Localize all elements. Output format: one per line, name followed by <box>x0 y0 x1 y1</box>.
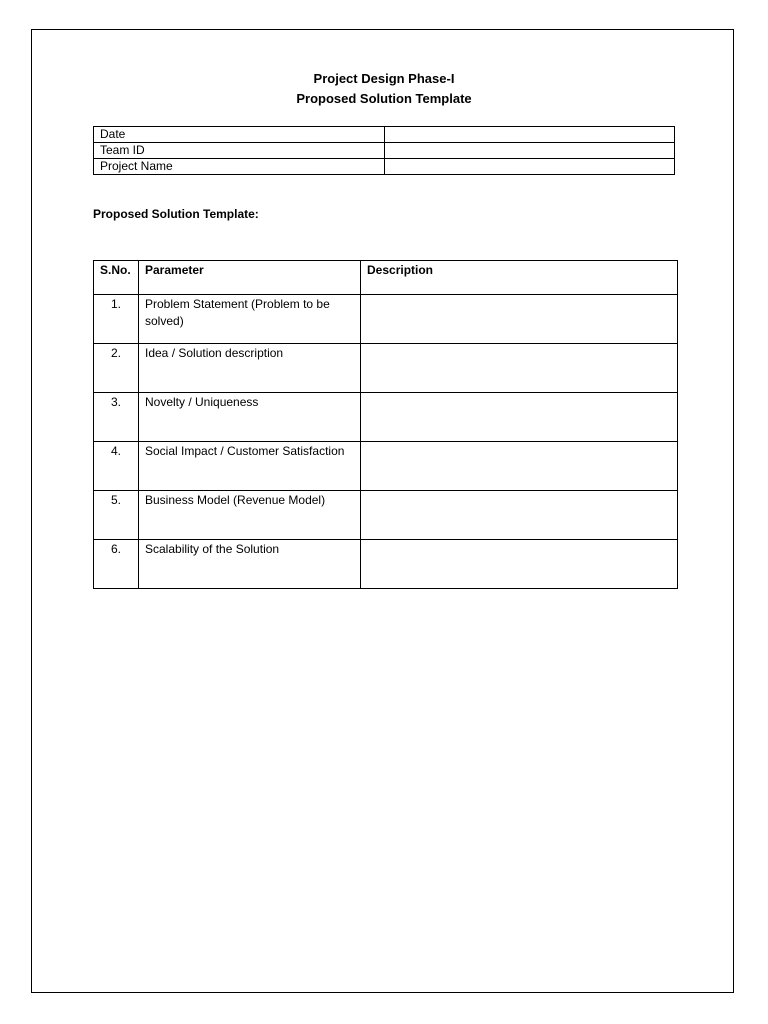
row-description[interactable] <box>361 442 678 491</box>
proposed-solution-table <box>93 260 678 589</box>
header-parameter: Parameter <box>139 261 361 295</box>
table-row <box>94 491 678 540</box>
row-parameter: Scalability of the Solution <box>139 540 361 589</box>
row-description[interactable] <box>361 344 678 393</box>
row-description[interactable] <box>361 295 678 344</box>
info-row-date <box>94 127 675 143</box>
table-row <box>94 295 678 344</box>
document-title: Project Design Phase-I <box>313 71 455 86</box>
row-parameter: Idea / Solution description <box>139 344 361 393</box>
row-parameter: Social Impact / Customer Satisfaction <box>139 442 361 491</box>
team-id-label: Team ID <box>94 143 385 159</box>
date-value[interactable] <box>385 127 675 143</box>
table-row <box>94 393 678 442</box>
table-row <box>94 442 678 491</box>
date-label: Date <box>94 127 385 143</box>
row-parameter: Problem Statement (Problem to be solved) <box>139 295 361 344</box>
team-id-value[interactable] <box>385 143 675 159</box>
row-sno: 3. <box>94 393 139 442</box>
row-description[interactable] <box>361 540 678 589</box>
header-sno: S.No. <box>94 261 139 295</box>
row-parameter: Business Model (Revenue Model) <box>139 491 361 540</box>
project-info-table <box>93 126 675 175</box>
table-row <box>94 344 678 393</box>
document-subtitle: Proposed Solution Template <box>296 91 472 106</box>
row-sno: 1. <box>94 295 139 344</box>
row-sno: 5. <box>94 491 139 540</box>
table-row <box>94 540 678 589</box>
section-heading: Proposed Solution Template: <box>93 207 259 221</box>
row-sno: 6. <box>94 540 139 589</box>
table-header-row <box>94 261 678 295</box>
row-parameter: Novelty / Uniqueness <box>139 393 361 442</box>
project-name-label: Project Name <box>94 159 385 175</box>
row-description[interactable] <box>361 491 678 540</box>
row-sno: 4. <box>94 442 139 491</box>
project-name-value[interactable] <box>385 159 675 175</box>
info-row-project-name <box>94 159 675 175</box>
header-description: Description <box>361 261 678 295</box>
info-row-team-id <box>94 143 675 159</box>
row-description[interactable] <box>361 393 678 442</box>
row-sno: 2. <box>94 344 139 393</box>
